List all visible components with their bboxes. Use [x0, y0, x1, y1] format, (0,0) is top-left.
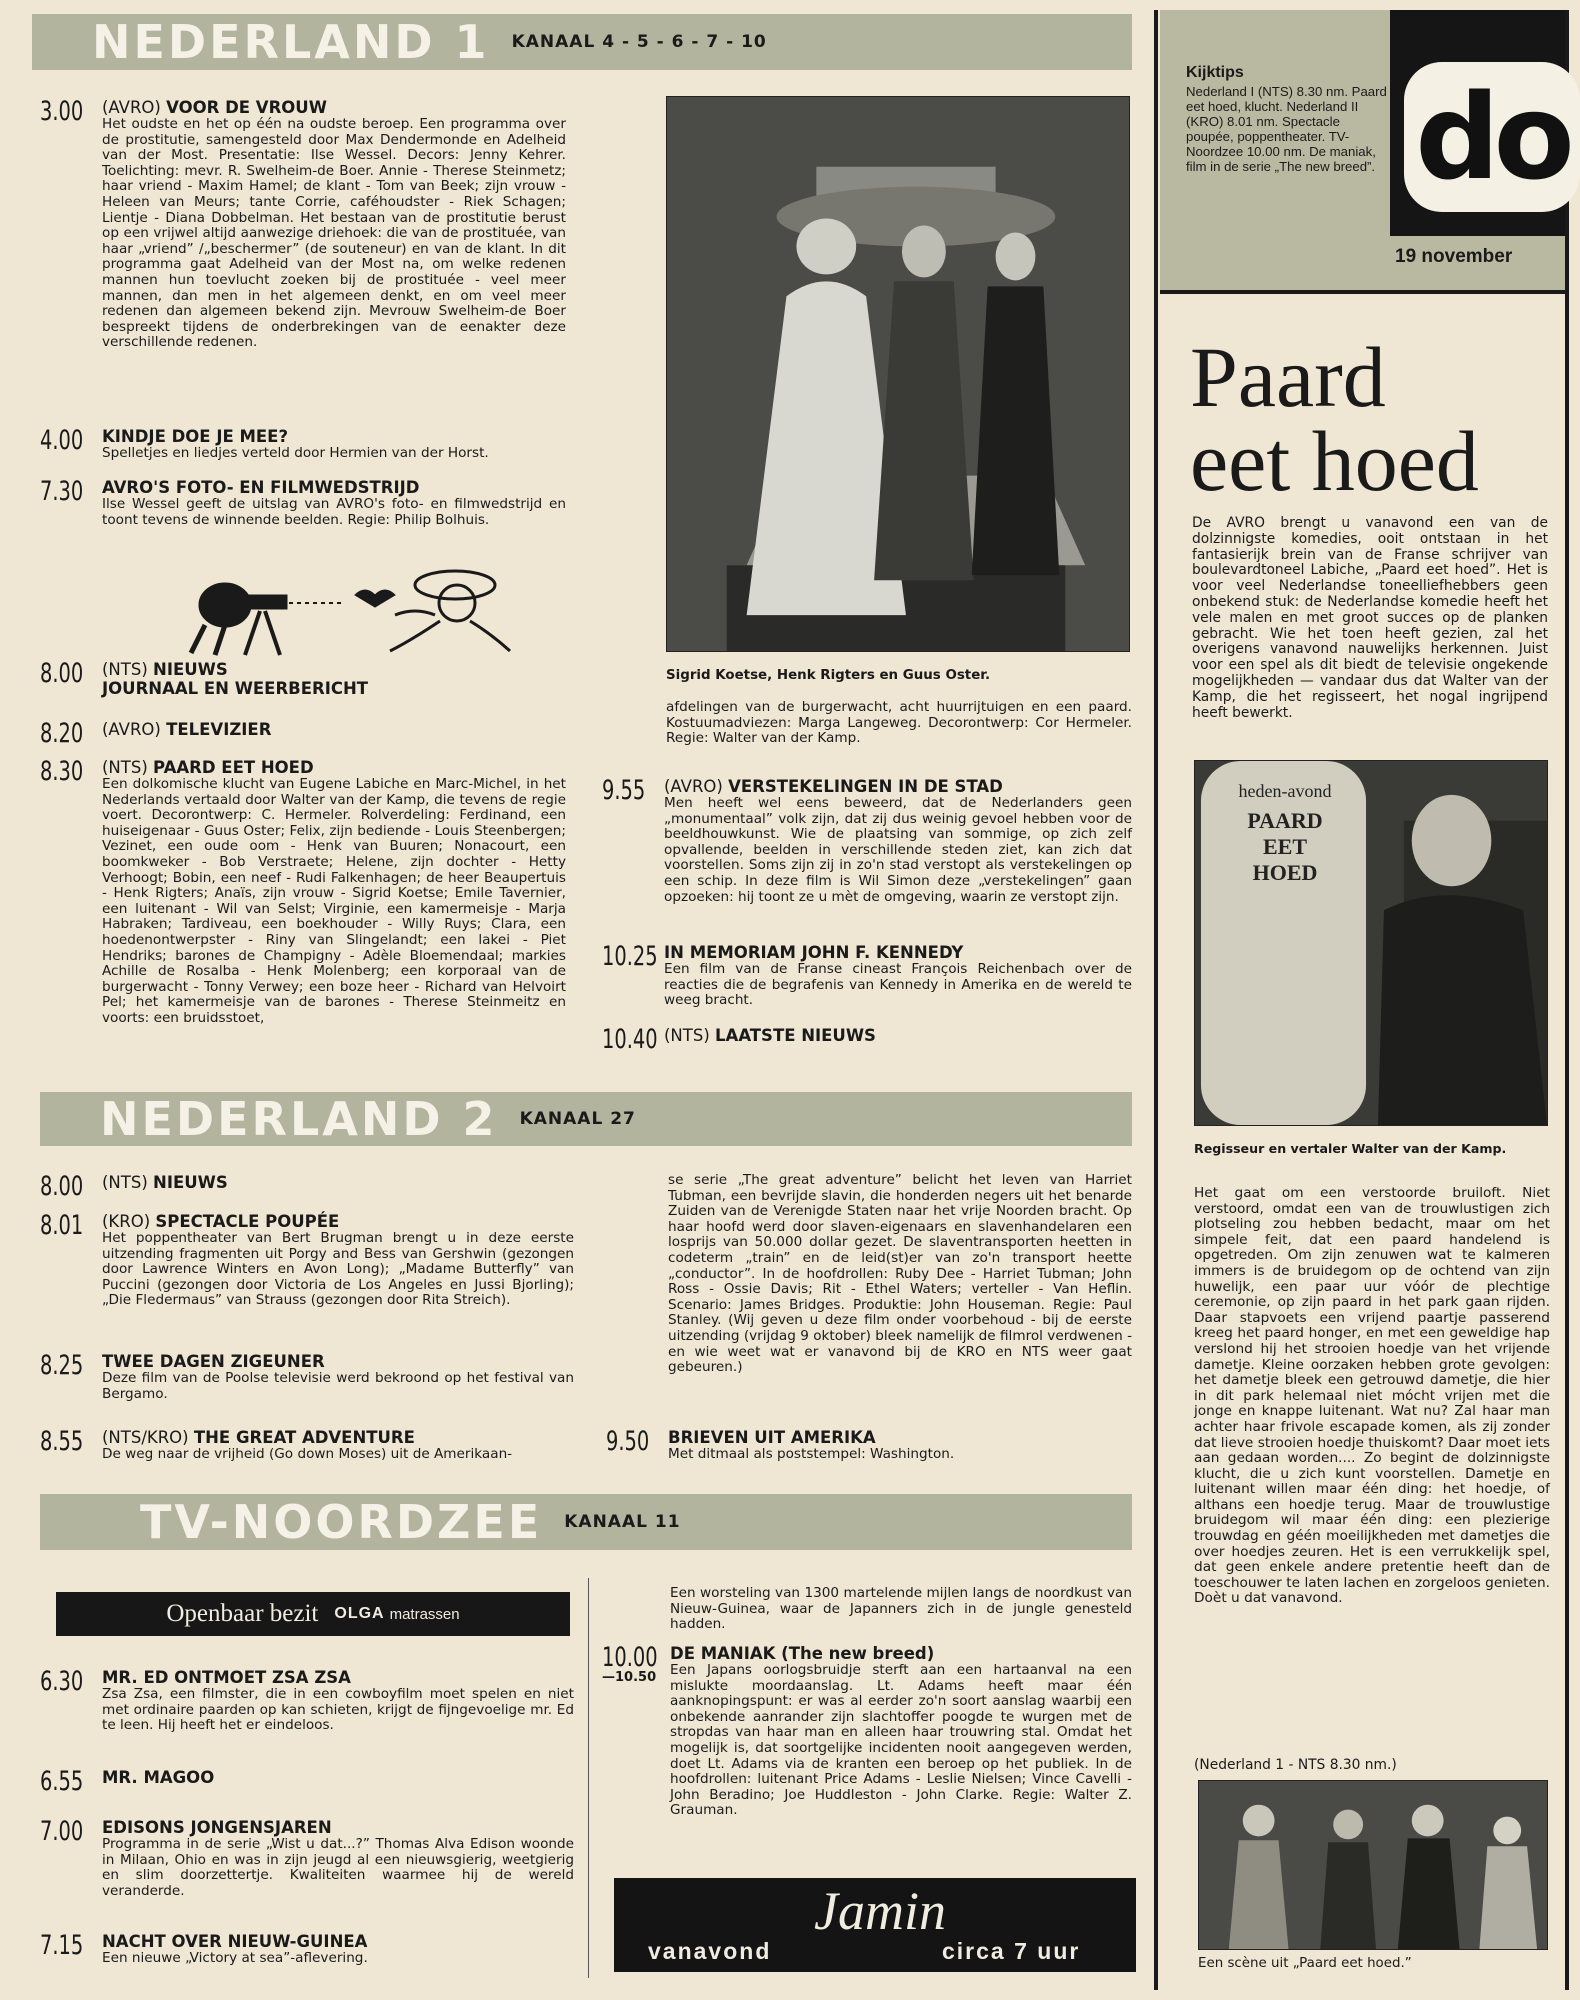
program-time: 3.00	[40, 96, 84, 127]
program-description: Deze film van de Poolse televisie werd bekroond op het festival van Bergamo.	[102, 1370, 574, 1402]
program-time: 7.00	[40, 1816, 84, 1847]
headline-line-2: eet hoed	[1190, 413, 1479, 509]
program-title: AVRO'S FOTO- EN FILMWEDSTRIJD	[102, 478, 420, 497]
program-time: 8.25	[40, 1350, 84, 1381]
program-title: MR. MAGOO	[102, 1768, 215, 1787]
program-title: VOOR DE VROUW	[166, 98, 327, 117]
nederland1-kanaal: KANAAL 4 - 5 - 6 - 7 - 10	[511, 32, 767, 52]
program-time: 6.30	[40, 1666, 84, 1697]
program-time: 6.55	[40, 1766, 84, 1797]
program-time: 8.01	[40, 1210, 84, 1241]
poster-line-3: EET	[1262, 834, 1308, 859]
program-omroep: (NTS)	[664, 1026, 710, 1045]
program-description: Een film van de Franse cineast François Reichenbach over de reacties die de begrafenis van Kennedy in Amerika en de wereld te weeg bracht.	[664, 961, 1132, 1009]
program-ned1-0820	[40, 718, 566, 749]
program-title: KINDJE DOE JE MEE?	[102, 427, 289, 446]
program-title: LAATSTE NIEUWS	[715, 1026, 876, 1045]
noordzee-kanaal: KANAAL 11	[564, 1512, 681, 1532]
program-time: 9.55	[602, 775, 646, 806]
program-description: Ilse Wessel geeft de uitslag van AVRO's foto- en filmwedstrijd en toont tevens de winnende beelden. Regie: Philip Bolhuis.	[102, 496, 566, 528]
program-time: 4.00	[40, 425, 84, 456]
program-omroep: (NTS)	[102, 1173, 148, 1192]
program-title: SPECTACLE POUPÉE	[155, 1212, 340, 1231]
article-body: Het gaat om een verstoorde bruiloft. Niet verstoord, omdat een van de trouwlustigen zich plotseling zou hebben bedacht, maar om het simpele feit, dat een paard handelend is opgetreden. Om zijn zenuwen wat te kalmeren immers is de bruidegom op de ochtend van zijn huwelijk, een paar uur vóór de plechtige ceremonie, op zijn paard in het park gaan rijden. Daar stapvoets een vrijend paartje passerend kreeg het paard honger, en met een geweldige hap verslond hij het strooien hoedje van het vrijende dametje. Kleine oorzaken hebben grote gevolgen: het dametje bleek een getrouwd dametje, die hier in dit park helemaal niet mócht vrijen met die jonge en knappe luitenant. Wat nu? Zal haar man achter haar frivole escapade komen, als zij zonder dat lieve strooien hoedje thuiskomt? Daar moet iets aan gedaan worden.... Zo begint de dolzinnigste klucht, die u zich kunt voorstellen. Dametje en luitenant willen maar één ding: het hoedje, of althans een hoedje terug. Maar de trouwlustige bruidegom wil maar één ding: een plezierige trouwdag en géén moeilijkheden met dametjes die over hoedjes zeuren. Het is een verrukkelijk spel, dat geen enkele andere pretentie heeft dan de toeschouwer te laten lachen en zorgeloos genieten. Doèt u dat vanavond.	[1194, 1185, 1550, 1607]
program-omroep: (KRO)	[102, 1212, 151, 1231]
program-time-end: —10.50	[602, 1670, 657, 1685]
poster-text	[1215, 781, 1355, 886]
program-time: 8.20	[40, 718, 84, 749]
program-nz-0630	[40, 1668, 574, 1734]
right-column-border-right	[1565, 10, 1569, 1990]
program-time: 10.40	[602, 1024, 658, 1055]
nederland2-kanaal: KANAAL 27	[519, 1109, 636, 1129]
photo-caption: Sigrid Koetse, Henk Rigters en Guus Oster.	[666, 668, 991, 683]
program-ned2-0950	[606, 1428, 1132, 1463]
program-nz-0715	[40, 1932, 574, 1967]
program-ned1-0400	[40, 427, 566, 462]
program-time: 8.00	[40, 1171, 84, 1202]
program-ned2-0801	[40, 1212, 574, 1309]
poster-line-4: HOED	[1252, 860, 1318, 885]
program-omroep: (AVRO)	[664, 777, 723, 796]
ad-brand: OLGA	[334, 1605, 385, 1622]
program-description: Programma in de serie „Wist u dat...?” Thomas Alva Edison woonde in Milaan, Ohio en was in zijn jeugd al een nieuwsgierig, weetgierig en slim doorzettertje. Kwaliteiten waarmee hij de wereld veranderde.	[102, 1836, 574, 1899]
poster-line-1: heden-avond	[1238, 781, 1332, 801]
program-description: Het oudste en het op één na oudste beroep. Een programma over de prostitutie, samengesteld door Max Dendermonde en Adelheid van der Most. Presentatie: Ilse Wessel. Decors: Jenny Kehrer. Toelichting: mevr. R. Swelheim-de Boer. Annie - Therese Steinmetz; haar vriend - Maxim Hamel; de klant - Tom van Beek; zijn vrouw - Heleen van Meurs; tante Corrie, caféhoudster - Riek Schagen; Lientje - Diana Dobbelman. Het bestaan van de prostitutie berust op een vrijwel altijd aanwezige driehoek: die van de prostituée, van haar „vriend” /„beschermer” (de souteneur) en van de klant. In dit programma gaat Adelheid van der Most na, om welke redenen mannen hun toevlucht zoeken bij de prostituée - veel meer mannen, dan men in het algemeen denkt, en om veel meer redenen dan algemeen bekend zijn. Mevrouw Swelheim-de Boer bespreekt tijdens de onderbrekingen van de eenakter deze verschillende redenen.	[102, 116, 566, 351]
program-omroep: (AVRO)	[102, 98, 161, 117]
continuation-text: Een worsteling van 1300 martelende mijlen langs de noordkust van Nieuw-Guinea, waar de Japanners zich in de jungle genesteld hadden.	[670, 1585, 1132, 1633]
article-headline	[1190, 329, 1479, 509]
photo-paard-eet-hoed-cast	[666, 96, 1130, 652]
day-label: do	[1404, 62, 1580, 212]
nederland1-banner	[32, 14, 1132, 70]
cartoon-photographer-illustration	[185, 555, 525, 660]
continuation-text: afdelingen van de burgerwacht, acht huurrijtuigen en een paard. Kostuumadviezen: Marga Langeweg. Decorontwerp: Cor Hermeler. Regie: Walter van der Kamp.	[666, 699, 1132, 747]
ad-right-text: circa 7 uur	[942, 1938, 1081, 1964]
noordzee-title: TV-NOORDZEE	[140, 1495, 543, 1549]
nederland2-title: NEDERLAND 2	[100, 1092, 498, 1146]
program-title: EDISONS JONGENSJAREN	[102, 1818, 332, 1837]
photo-caption: Een scène uit „Paard eet hoed.”	[1198, 1956, 1412, 1971]
program-ned1-1040	[602, 1024, 1132, 1055]
program-title: THE GREAT ADVENTURE	[193, 1428, 415, 1447]
program-time: 10.00	[602, 1642, 658, 1673]
program-ned1-1025	[602, 943, 1132, 1009]
program-omroep: (AVRO)	[102, 720, 161, 739]
article-reference: (Nederland 1 - NTS 8.30 nm.)	[1194, 1757, 1397, 1773]
program-ned2-0855	[40, 1428, 574, 1463]
program-title: NIEUWS	[153, 660, 228, 679]
program-time: 9.50	[606, 1426, 650, 1457]
kijktips-text: Nederland I (NTS) 8.30 nm. Paard eet hoed, klucht. Nederland II (KRO) 8.01 nm. Spectacle poupée, poppentheater. TV-Noordzee 10.00 nm. De maniak, film in de serie „The new breed”.	[1186, 84, 1387, 174]
program-time: 10.25	[602, 941, 658, 972]
program-title: MR. ED ONTMOET ZSA ZSA	[102, 1668, 351, 1687]
program-description: Een dolkomische klucht van Eugene Labiche en Marc-Michel, in het Nederlands vertaald door Walter van der Kamp, die tevens de regie voert. Decorontwerp: C. Hermeler. Rolverdeling: Ferdinand, een huiseigenaar - Guus Oster; Felix, zijn bediende - Louis Steenbergen; Vezinet, een oude oom - Henk van Buuren; Nonacourt, een boomkweker - Bob Verstraete; Helene, zijn dochter - Hetty Verhoogt; Bobin, een neef - Rudi Falkenhagen; de heer Beaupertuis - Henk Rigters; Anaïs, zijn vrouw - Sigrid Koetse; Emile Tavernier, een luitenant - Wil van Selst; Virginie, een kamermeisje - Marja Habraken; Tardiveau, een boekhouder - Willy Ruys; Clara, een hoedenontwerpster - Riny van Slingelandt; een lakei - Piet Hendriks; barones de Champigny - Adèle Bloemendaal; markies Achille de Rosalba - Henk Molenberg; een korporaal van de burgerwacht - Tonny Verwey; een boze heer - Richard van Helvoirt Pel; het kamermeisje van de barones - Therese Steinmeitz en voorts: een bruidsstoet,	[102, 776, 566, 1026]
nederland1-title: NEDERLAND 1	[92, 15, 490, 69]
column-divider	[588, 1578, 589, 1978]
program-description: Men heeft wel eens beweerd, dat de Nederlanders geen „monumentaal” volk zijn, dat zij dus weinig gevoel hebben voor de beeldhouwkunst. Wie de plaatsing van sommige, op zich zelf opvallende, beelden in verschillende steden ziet, kan zich dat voorstellen. Soms zijn zij in zo'n stad verstopt als verstekelingen op een schip. In deze film is Wil Simon deze „verstekelingen” gaan opzoeken: hij toont ze u mèt de omgeving, waarin ze verstopt zijn.	[664, 795, 1132, 905]
program-ned1-0830	[40, 758, 566, 1027]
photo-scene-paard-eet-hoed	[1198, 1780, 1548, 1950]
program-title: NIEUWS	[153, 1173, 228, 1192]
ad-left-text: vanavond	[648, 1938, 772, 1964]
program-omroep: (NTS/KRO)	[102, 1428, 189, 1447]
program-time: 7.30	[40, 476, 84, 507]
program-description: De weg naar de vrijheid (Go down Moses) uit de Amerikaan-	[102, 1446, 513, 1462]
jamin-logo: Jamin	[814, 1881, 946, 1941]
olga-advertisement	[56, 1592, 570, 1636]
program-description: Een Japans oorlogsbruidje sterft aan een hartaanval na een mislukte moordaanslag. Lt. Adams heeft maar één aanknopingspunt: er was al eerder zo'n soort aanslag waarbij een onbekende aanrander zijn slachtoffer poogde te wurgen met de stropdas van haar man en alleen haar trouwring stal. Omdat het mogelijk is, dat soortgelijke incidenten nooit aangegeven werden, doet Lt. Adams via de kranten een beroep op het publiek. In de hoofdrollen: luitenant Price Adams - Leslie Nielsen; Vince Cavelli - John Beradino; Joe Huddleston - John Clarke. Regie: Walter Z. Grauman.	[670, 1662, 1132, 1819]
continuation-text: se serie „The great adventure” belicht het leven van Harriet Tubman, een bevrijde slavin, die honderden negers uit het benarde Zuiden van de Verenigde Staten naar het vrije Noorden bracht. Op haar hoofd werd door slaven-eigenaars en slavenhandelaren een losprijs van 50.000 dollar gezet. De slaventransporten heetten in codeterm „train” en de leid(st)er van zo'n transport heette „conductor”. In de hoofdrollen: Ruby Dee - Harriet Tubman; John Ross - Ossie Davis; Rit - Ethel Waters; verteller - Van Heflin. Scenario: James Bridges. Produktie: John Houseman. Regie: Paul Stanley. (Wij geven u deze film onder voorbehoud - bij de eerste uitzending (vrijdag 9 oktober) bleek namelijk de filmrol verdwenen - en wie weet wat er vanavond bij de KRO en NTS weer gaat gebeuren.)	[668, 1172, 1132, 1376]
ad-product: matrassen	[389, 1605, 460, 1623]
ad-slogan: Openbaar bezit	[166, 1600, 319, 1627]
program-title: BRIEVEN UIT AMERIKA	[668, 1428, 876, 1447]
program-title: VERSTEKELINGEN IN DE STAD	[728, 777, 1003, 796]
program-ned1-0800	[40, 660, 566, 698]
photo-walter-van-der-kamp	[1194, 760, 1548, 1126]
program-time: 7.15	[40, 1930, 84, 1961]
headline-line-1: Paard	[1190, 329, 1386, 425]
program-title: IN MEMORIAM JOHN F. KENNEDY	[664, 943, 964, 962]
program-title: TWEE DAGEN ZIGEUNER	[102, 1352, 325, 1371]
program-omroep: (NTS)	[102, 758, 148, 777]
program-title: TELEVIZIER	[166, 720, 272, 739]
kijktips-title: Kijktips	[1186, 64, 1244, 81]
program-title: DE MANIAK (The new breed)	[670, 1644, 935, 1663]
program-ned2-0800	[40, 1171, 574, 1202]
program-time: 8.30	[40, 756, 84, 787]
article-intro: De AVRO brengt u vanavond een van de dolzinnigste komedies, ooit ontstaan in het fantasierijk brein van de Franse schrijver van boulevardtoneel Labiche, „Paard eet hoed”. Het is voor veel Nederlandse toneelliefhebbers geen onbekend stuk: de Nederlandse komedie heeft het vele malen en met groot succes op de planken gebracht. Wie het toen heeft gezien, zal het overigens vanavond nauwelijks herkennen. Juist voor een spel als dit biedt de televisie ongekende mogelijkheden — vandaar dus dat Walter van der Kamp, die het regisseert, het nogal ingrijpend heeft bewerkt.	[1192, 515, 1548, 721]
photo-caption: Regisseur en vertaler Walter van der Kamp.	[1194, 1141, 1507, 1156]
program-time: 8.55	[40, 1426, 84, 1457]
nederland2-banner	[40, 1092, 1132, 1146]
poster-line-2: PAARD	[1247, 808, 1323, 833]
jamin-advertisement	[614, 1878, 1136, 1972]
right-column-border-left	[1154, 10, 1158, 1990]
program-description: Zsa Zsa, een filmster, die in een cowboyfilm moet spelen en niet met ordinaire paarden op kan schieten, krijgt de fijngevoelige mr. Ed te leen. Hij heeft het er eindeloos.	[102, 1686, 574, 1734]
program-nz-0700	[40, 1818, 574, 1899]
day-badge	[1390, 10, 1569, 236]
program-nz-1000	[602, 1644, 1132, 1819]
program-ned1-0730	[40, 478, 566, 528]
date-label: 19 november	[1395, 246, 1513, 267]
program-description: Met ditmaal als poststempel: Washington.	[668, 1446, 955, 1462]
kijktips-divider	[1160, 290, 1565, 294]
program-nz-0655	[40, 1766, 574, 1797]
program-description: Een nieuwe „Victory at sea”-aflevering.	[102, 1950, 368, 1966]
program-time: 8.00	[40, 658, 84, 689]
program-description: Het poppentheater van Bert Brugman brengt u in deze eerste uitzending fragmenten uit Porgy and Bess van Gershwin (gezongen door Lawrence Winters en Avon Long); „Madame Butterfly” van Puccini (gezongen door Victoria de Los Angeles en Jussi Bjorling); „Die Fledermaus” van Strauss (gezongen door Rita Streich).	[102, 1230, 574, 1309]
program-ned2-0825	[40, 1352, 574, 1402]
program-ned1-0300	[40, 98, 566, 351]
program-title: PAARD EET HOED	[153, 758, 314, 777]
noordzee-banner	[40, 1494, 1132, 1550]
program-title: NACHT OVER NIEUW-GUINEA	[102, 1932, 368, 1951]
program-description: Spelletjes en liedjes verteld door Hermien van der Horst.	[102, 445, 489, 461]
program-subtitle: JOURNAAL EN WEERBERICHT	[102, 679, 369, 698]
program-omroep: (NTS)	[102, 660, 148, 679]
program-ned1-0955	[602, 777, 1132, 905]
